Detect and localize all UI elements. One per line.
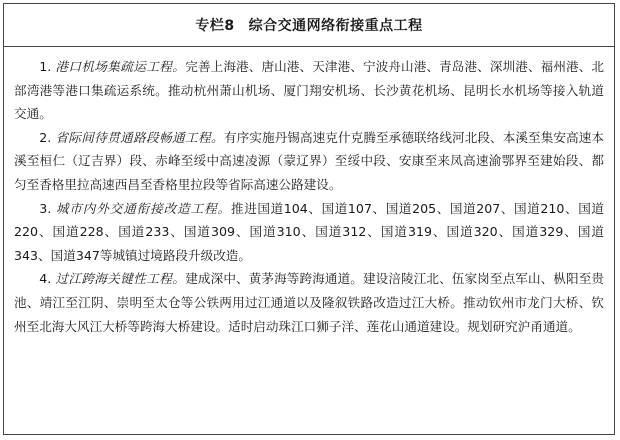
item-heading: 港口机场集疏运工程。 [55,59,186,74]
box-header [4,4,614,47]
item-body: 推进国道104、国道107、国道205、国道207、国道210、国道220、国道228、国道233、国道309、国道310、国道312、国道319、国道320、国道329、国道343、国道347等城镇过境路段升级改造。 [14,200,604,263]
feature-box [3,3,615,435]
item-index: 3. [39,200,52,216]
item-body: 有序实施丹锡高速克什克腾至承德联络线河北段、本溪至集安高速本溪至桓仁（辽吉界）段、赤峰至绥中高速凌源（蒙辽界）至绥中段、安康至来凤高速渝鄂界至建始段、都匀至香格里拉高速西昌至香格里拉段等省际高速公路建设。 [14,129,604,192]
item-index: 1. [39,59,52,74]
item-heading: 过江跨海关键性工程。 [55,271,186,287]
item-index: 4. [39,271,52,287]
item-body: 完善上海港、唐山港、天津港、宁波舟山港、青岛港、深圳港、福州港、北部湾港等港口集疏运系统。推动杭州萧山机场、厦门翔安机场、长沙黄花机场、昆明长水机场等接入轨道交通。 [14,59,605,122]
box-number: 专栏8 [195,18,235,34]
project-item [14,197,604,268]
project-item [14,267,604,338]
item-body: 建成深中、黄茅海等跨海通道。建设涪陵江北、伍家岗至点军山、枞阳至贵池、靖江至江阴、崇明至太仓等公铁两用过江通道以及隆叙铁路改造过江大桥。推动钦州市龙门大桥、钦州至北海大风江大桥等跨海大桥建设。适时启动珠江口狮子洋、莲花山通道建设。规划研究沪甬通道。 [14,271,605,334]
box-content [4,47,614,338]
item-heading: 省际间待贯通路段畅通工程。 [55,129,224,145]
item-heading: 城市内外交通衔接改造工程。 [55,200,232,216]
project-item [14,55,604,126]
box-title: 综合交通网络衔接重点工程 [248,18,423,34]
item-index: 2. [39,129,52,145]
project-item [14,126,604,197]
